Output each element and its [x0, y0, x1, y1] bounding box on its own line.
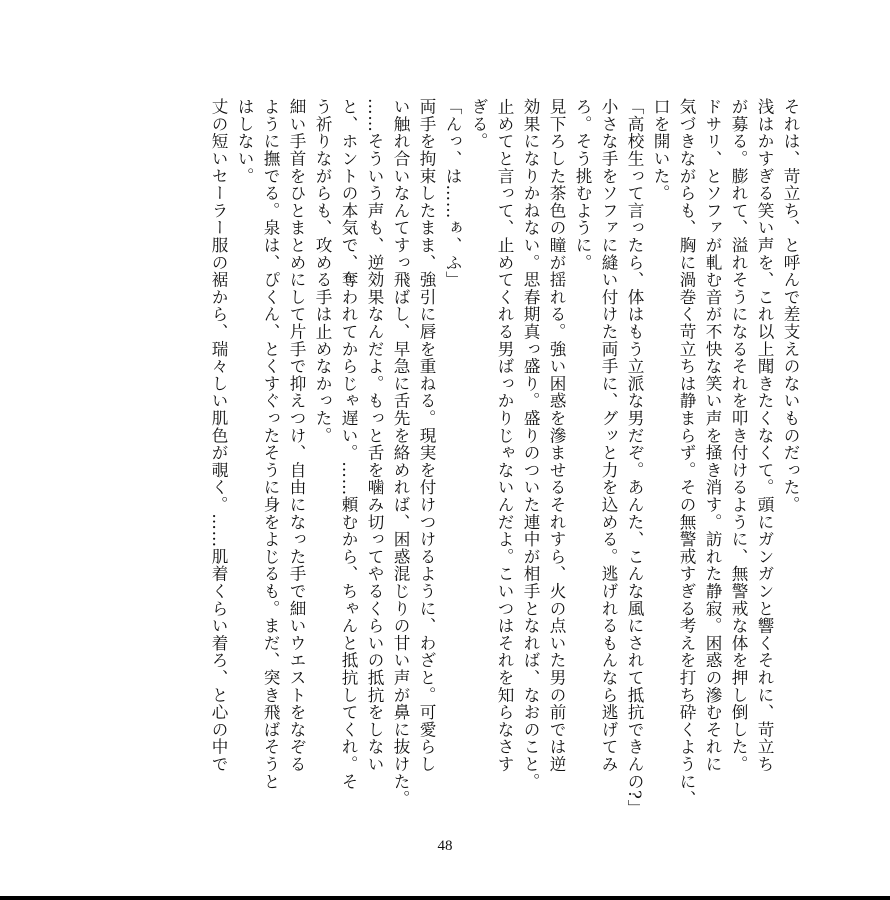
text-column: 「高校生って言ったら、体はもう立派な男だぞ。あんた、こんな風にされて抵抗できんの?」 [625, 98, 644, 817]
text-column: 止めてと言って、止めてくれる男ばっかりじゃないんだよ。こいつはそれを知らなさす [495, 98, 514, 773]
text-column: ドサリ、とソファが軋む音が不快な笑い声を掻き消す。訪れた静寂。困惑の滲むそれに [703, 98, 722, 773]
text-column: と、ホントの本気で、奪われてからじゃ遅い。……頼むから、ちゃんと抵抗してくれ。そ [339, 98, 358, 790]
bottom-border-rule [0, 896, 890, 900]
text-column: 見下ろした茶色の瞳が揺れる。強い困惑を滲ませるそれすら、火の点いた男の前では逆 [547, 98, 566, 773]
text-column: 両手を拘束したまま、強引に唇を重ねる。現実を付けつけるように、わざと。可愛らし [417, 98, 436, 773]
text-column: はしない。 [235, 98, 254, 185]
text-column: 丈の短いセーラー服の裾から、瑞々しい肌色が覗く。……肌着くらい着ろ、と心の中で [209, 98, 228, 773]
text-column: ように撫でる。泉は、ぴくん、とくすぐったそうに身をよじるも。まだ、突き飛ばそうと [261, 98, 280, 790]
text-column: 口を開いた。 [651, 98, 670, 202]
text-column: が募る。膨れて、溢れそうになるそれを叩き付けるように、無警戒な体を押し倒した。 [729, 98, 748, 773]
text-column: 気づきながらも、胸に渦巻く苛立ちは静まらず。その無警戒すぎる考えを打ち砕くように、 [677, 98, 696, 808]
text-column: 小さな手をソファに縫い付けた両手に、グッと力を込める。逃げれるもんなら逃げてみ [599, 98, 618, 773]
page-number: 48 [437, 838, 453, 854]
vertical-text-body [123, 98, 803, 822]
text-column: ……そういう声も、逆効果なんだよ。もっと舌を噛み切ってやるくらいの抵抗をしない [365, 98, 384, 773]
text-column: う祈りながらも、攻める手は止めなかった。 [313, 98, 332, 444]
text-column: それは、苛立ち、と呼んで差支えのないものだった。 [781, 98, 800, 514]
text-column: 浅はかすぎる笑い声を、これ以上聞きたくなくて。頭にガンガンと響くそれに、苛立ち [755, 98, 774, 773]
text-column: 効果になりかねない。思春期真っ盛り。盛りのついた連中が相手となれば、なおのこと。 [521, 98, 540, 790]
text-column: ろ。そう挑むように。 [573, 98, 592, 271]
text-column: 「んっ、は……ぁ、ふ」 [443, 98, 462, 289]
text-column: ぎる。 [469, 98, 488, 150]
text-column: 細い手首をひとまとめにして片手で抑えつけ、自由になった手で細いウエストをなぞる [287, 98, 306, 773]
text-column: い触れ合いなんてすっ飛ばし、早急に舌先を絡めれば、困惑混じりの甘い声が鼻に抜けた。 [391, 98, 410, 808]
